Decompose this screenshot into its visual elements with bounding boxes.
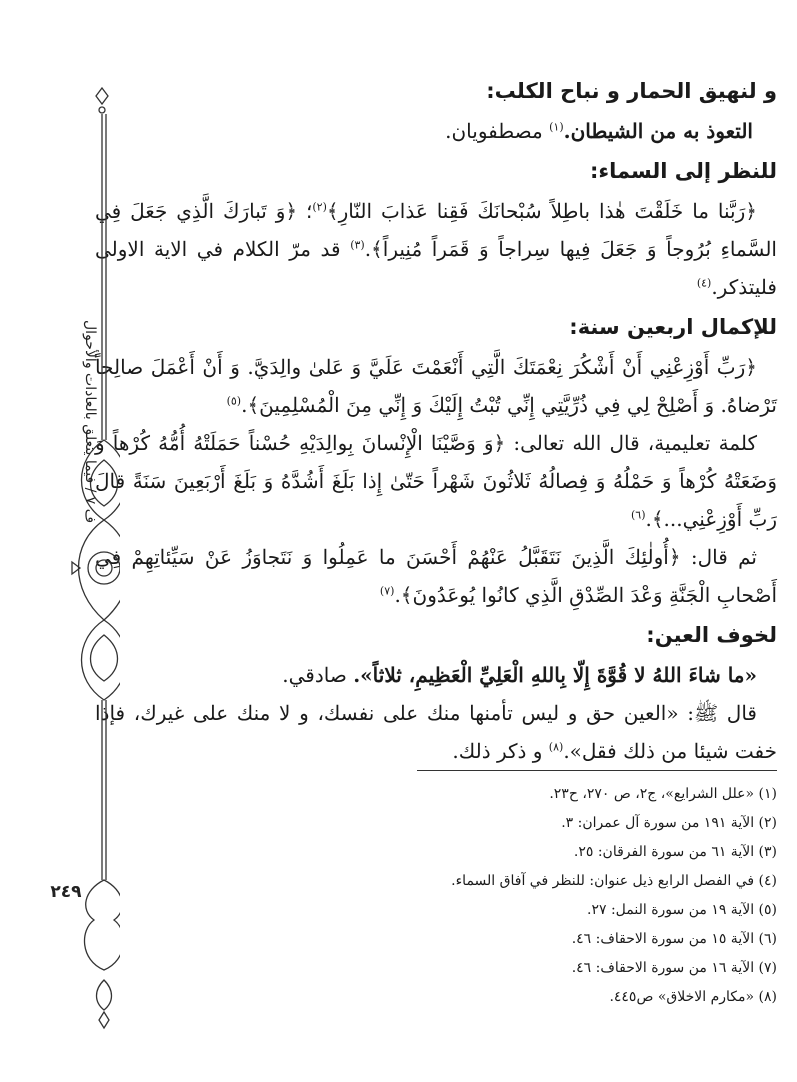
footnotes (277, 780, 777, 1012)
footnote-ref: (٦) (630, 508, 646, 522)
quran-verse: ؛ ﴿وَ تَبارَكَ الَّذِي جَعَلَ فِي السَّماءِ بُرُوجاً وَ جَعَلَ فِيها سِراجاً وَ قَمَراً مُنِيراً﴾. (95, 199, 777, 261)
quran-verse: ﴿رَبَّنا ما خَلَقْتَ هٰذا باطِلاً سُبْحانَكَ فَقِنا عَذابَ النّارِ﴾ (326, 199, 757, 223)
paragraph (95, 656, 777, 694)
hadith-text: قال ﷺ: «العين حق و ليس تأمنها منك على نفسك، و لا منك على غيرك، فإذا خفت شيئا من ذلك فقل». (95, 701, 777, 763)
bold-text: «ما شاءَ اللهُ لا قُوَّةَ إِلّا بِاللهِ الْعَلِيِّ الْعَظِيمِ، ثلاثاً». (353, 663, 757, 687)
footnote: (٥) الآية ١٩ من سورة النمل: ٢٧. (587, 902, 777, 918)
footnote: (٢) الآية ١٩١ من سورة آل عمران: ٣. (561, 815, 777, 831)
footnote-ref: (٥) (226, 394, 242, 408)
footnote-divider (417, 770, 777, 771)
paragraph (95, 348, 777, 424)
section-heading: و لنهيق الحمار و نباح الكلب: (486, 79, 777, 103)
paragraph (95, 538, 777, 614)
footnote: (٦) الآية ١٥ من سورة الاحقاف: ٤٦. (571, 931, 777, 947)
page-number: ٢٤٩ (50, 882, 82, 902)
footnote: (٨) «مكارم الاخلاق» ص٤٤٥. (609, 989, 777, 1005)
text: قد مرّ الكلام في الاية الاولى فليتذكر. (95, 237, 777, 299)
main-text (95, 70, 777, 770)
quran-verse: كلمة تعليمية، قال الله تعالى: ﴿وَ وَصَّيْنَا الْإِنْسانَ بِوالِدَيْهِ حُسْناً حَمَلَتْهُ أُمُّهُ كُرْهاً وَ وَضَعَتْهُ كُرْهاً وَ حَمْلُهُ وَ فِصالُهُ ثَلاثُونَ شَهْراً حَتّىٰ إِذا بَلَغَ أَشُدَّهُ وَ بَلَغَ أَرْبَعِينَ سَنَةً قالَ رَبِّ أَوْزِعْنِي...﴾. (95, 431, 777, 531)
footnote-ref: (٣) (350, 238, 365, 252)
footnote: (٧) الآية ١٦ من سورة الاحقاف: ٤٦. (571, 960, 777, 976)
text: مصطفويان. (445, 119, 550, 143)
footnote-ref: (٧) (379, 584, 395, 598)
footnote-ref: (١) (549, 120, 564, 134)
text: صادقي. (282, 663, 354, 687)
bold-text: التعوذ به من الشيطان. (563, 119, 753, 143)
running-title: ف ٧ / فيما يتعلق بالعادات والأحوال (82, 320, 98, 524)
paragraph (95, 112, 777, 150)
footnote: (٤) في الفصل الرابع ذيل عنوان: للنظر في آفاق السماء. (451, 873, 777, 889)
quran-verse: ﴿رَبِّ أَوْزِعْنِي أَنْ أَشْكُرَ نِعْمَتَكَ الَّتِي أَنْعَمْتَ عَلَيَّ وَ عَلىٰ والِدَيَّ. وَ أَنْ أَعْمَلَ صالِحاً تَرْضاهُ. وَ أَصْلِحْ لِي فِي ذُرِّيَّتِي إِنِّي تُبْتُ إِلَيْكَ وَ إِنِّي مِنَ الْمُسْلِمِينَ﴾. (95, 355, 777, 417)
paragraph (95, 192, 777, 306)
text: و ذكر ذلك. (452, 739, 549, 763)
section-heading: لخوف العين: (646, 623, 777, 647)
footnote: (٣) الآية ٦١ من سورة الفرقان: ٢٥. (573, 844, 777, 860)
quran-verse: ثم قال: ﴿أُولٰئِكَ الَّذِينَ نَتَقَبَّلُ عَنْهُمْ أَحْسَنَ ما عَمِلُوا وَ نَتَجاوَزُ عَنْ سَيِّئاتِهِمْ فِي أَصْحابِ الْجَنَّةِ وَعْدَ الصِّدْقِ الَّذِي كانُوا يُوعَدُونَ﴾. (95, 545, 777, 607)
footnote: (١) «علل الشرايع»، ج٢، ص ٢٧٠، ح٢٣. (549, 786, 777, 802)
footnote-ref: (٢) (312, 200, 327, 214)
paragraph (95, 694, 777, 770)
footnote-ref: (٤) (696, 276, 712, 290)
paragraph (95, 424, 777, 538)
section-heading: للنظر إلى السماء: (589, 159, 777, 183)
section-heading: للإكمال اربعين سنة: (569, 315, 777, 339)
footnote-ref: (٨) (548, 740, 564, 754)
